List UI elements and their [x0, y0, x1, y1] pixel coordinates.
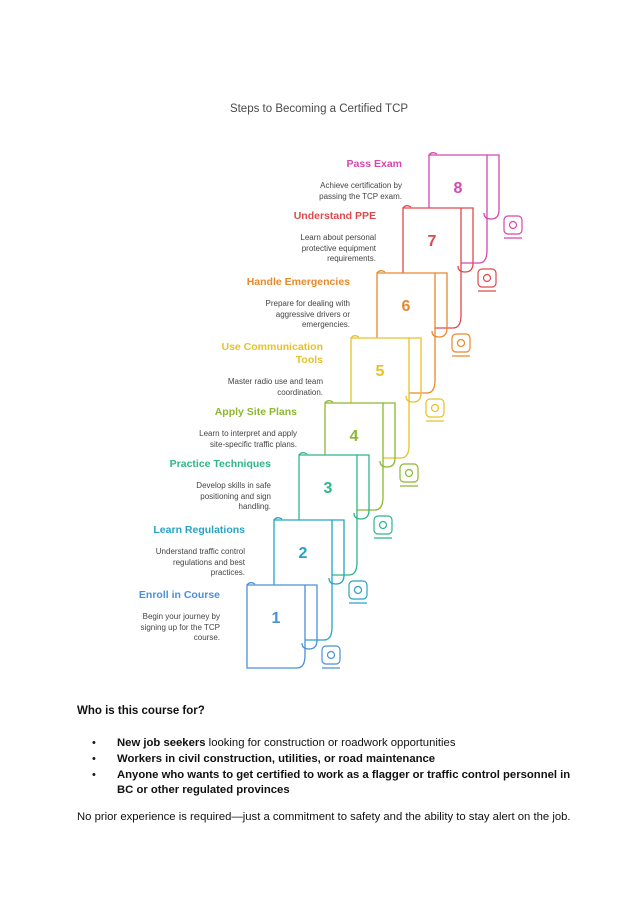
step-number: 3	[323, 480, 333, 497]
step-number: 8	[453, 180, 463, 197]
step-title: Handle Emergencies	[246, 276, 350, 288]
step-title: Apply Site Plans	[214, 406, 297, 418]
house-icon	[322, 646, 340, 668]
running-person-icon	[452, 334, 470, 356]
hard-hat-icon	[478, 269, 496, 291]
audience-item-bold: Workers in civil construction, utilities, or road maintenance	[117, 753, 436, 765]
audience-item	[117, 768, 577, 798]
step-description: Understand traffic control regulations and best practices.	[155, 547, 245, 577]
step-number: 5	[375, 363, 385, 380]
audience-section	[77, 705, 577, 825]
step-number: 1	[271, 610, 281, 627]
audience-item	[117, 736, 577, 751]
step-number: 7	[427, 233, 437, 250]
step-title: Practice Techniques	[169, 458, 271, 470]
step-description: Develop skills in safe positioning and sign handling.	[196, 481, 271, 511]
audience-item-bold: New job seekers	[117, 737, 206, 749]
certificate-icon	[504, 216, 522, 238]
audience-list	[77, 736, 577, 798]
audience-note: No prior experience is required—just a commitment to safety and the ability to stay alert on the job.	[77, 811, 571, 823]
audience-heading: Who is this course for?	[77, 705, 205, 717]
step-description: Begin your journey by signing up for the TCP course.	[140, 612, 220, 642]
step-number: 6	[401, 298, 411, 315]
flagger-sign-icon	[374, 516, 392, 538]
step-description: Achieve certification by passing the TCP exam.	[319, 181, 402, 201]
step-title: Use Communication Tools	[221, 341, 323, 366]
diagram-title: Steps to Becoming a Certified TCP	[229, 103, 409, 115]
audience-item-rest: looking for construction or roadwork opportunities	[205, 737, 456, 749]
site-plan-icon	[400, 464, 418, 486]
step-title: Pass Exam	[346, 158, 402, 170]
step-number: 4	[349, 428, 359, 445]
audience-item	[117, 752, 577, 767]
road-sign-icon	[349, 581, 367, 603]
step-description: Master radio use and team coordination.	[227, 377, 323, 397]
step-description: Learn to interpret and apply site-specific traffic plans.	[199, 429, 297, 449]
step-title: Enroll in Course	[138, 589, 220, 601]
radio-icon	[426, 399, 444, 421]
step-description: Learn about personal protective equipment requirements.	[300, 233, 376, 263]
step-description: Prepare for dealing with aggressive drivers or emergencies.	[265, 299, 350, 329]
step-number: 2	[298, 545, 308, 562]
step-title: Learn Regulations	[153, 524, 245, 536]
step-title: Understand PPE	[293, 210, 376, 222]
audience-item-bold: Anyone who wants to get certified to work as a flagger or traffic control personnel in BC or other regulated provinces	[117, 769, 571, 796]
